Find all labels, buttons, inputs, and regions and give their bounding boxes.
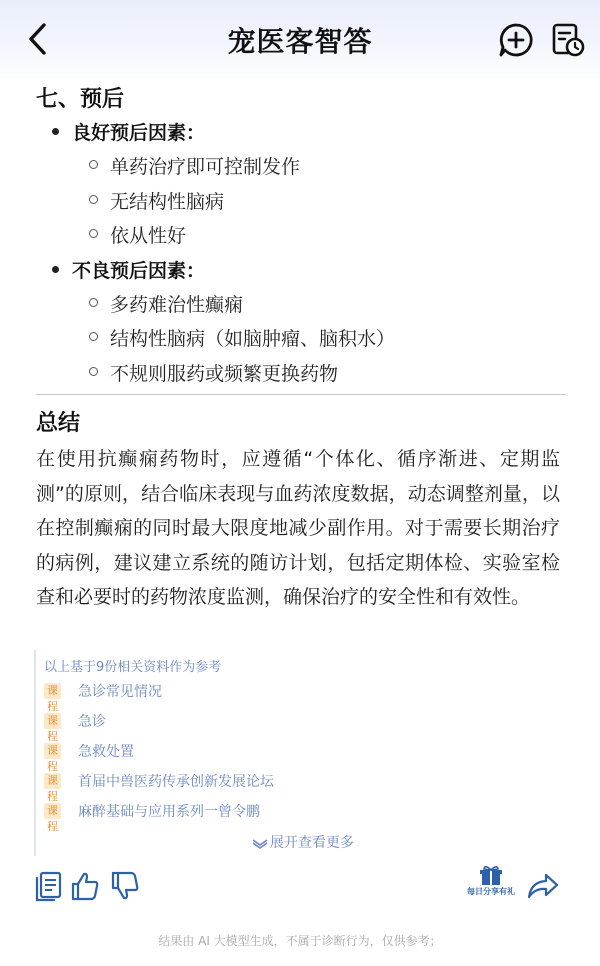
history-button[interactable]: [550, 22, 586, 58]
summary-heading: 总结: [36, 411, 81, 436]
history-icon: [550, 22, 586, 58]
dislike-button[interactable]: [110, 870, 140, 902]
course-badge: 课程: [44, 743, 61, 759]
reference-title: 急救处置: [78, 744, 134, 760]
course-badge: 课程: [44, 683, 61, 699]
thumbs-up-icon: [70, 870, 100, 902]
share-arrow-icon: [526, 872, 560, 900]
copy-button[interactable]: [34, 870, 64, 902]
expand-more-link[interactable]: [252, 832, 354, 852]
poor-prognosis-label: 不良预后因素：: [72, 256, 205, 283]
new-chat-button[interactable]: [498, 22, 534, 58]
list-item: 无结构性脑病: [110, 187, 224, 214]
divider: [36, 394, 566, 395]
prognosis-heading: 七、预后: [36, 87, 125, 112]
page-title: 宠医客智答: [227, 25, 373, 58]
like-button[interactable]: [70, 870, 100, 902]
gift-label: 每日分享有礼: [467, 887, 515, 896]
share-button[interactable]: [526, 872, 560, 900]
list-item: 结构性脑病（如脑肿瘤、脑积水）: [110, 324, 395, 351]
reference-title: 急诊常见情况: [78, 684, 162, 700]
ai-disclaimer: 结果由 AI 大模型生成，不属于诊断行为，仅供参考；: [158, 934, 442, 948]
top-bar: [0, 0, 600, 80]
daily-share-gift-button[interactable]: [464, 866, 518, 902]
reference-title: 麻醉基础与应用系列一曾令鹏: [78, 804, 260, 820]
copy-doc-icon: [34, 870, 64, 902]
list-item: 依从性好: [110, 221, 186, 248]
chat-plus-icon: [498, 22, 534, 58]
reference-title: 急诊: [78, 714, 106, 730]
course-badge: 课程: [44, 803, 61, 819]
good-prognosis-label: 良好预后因素：: [72, 118, 205, 145]
reference-title: 首届中兽医药传承创新发展论坛: [78, 774, 274, 790]
thumbs-down-icon: [110, 870, 140, 902]
expand-more-label: 展开查看更多: [270, 835, 354, 851]
course-badge: 课程: [44, 713, 61, 729]
double-chevron-down-icon: [252, 839, 268, 849]
course-badge: 课程: [44, 773, 61, 789]
list-item: 多药难治性癫痫: [110, 290, 243, 317]
references-header: 以上基于9份相关资料作为参考: [44, 660, 222, 675]
summary-paragraph: 在使用抗癫痫药物时，应遵循“个体化、循序渐进、定期监测”的原则，结合临床表现与血药浓度数据，动态调整剂量，以在控制癫痫的同时最大限度地减少副作用。对于需要长期治疗的病例，建议建立系统的随访计划，包括定期体检、实验室检查和必要时的药物浓度监测，确保治疗的安全性和有效性。: [36, 448, 560, 609]
list-item: 不规则服药或频繁更换药物: [110, 359, 338, 386]
gift-icon: [464, 866, 518, 886]
list-item: 单药治疗即可控制发作: [110, 152, 300, 179]
